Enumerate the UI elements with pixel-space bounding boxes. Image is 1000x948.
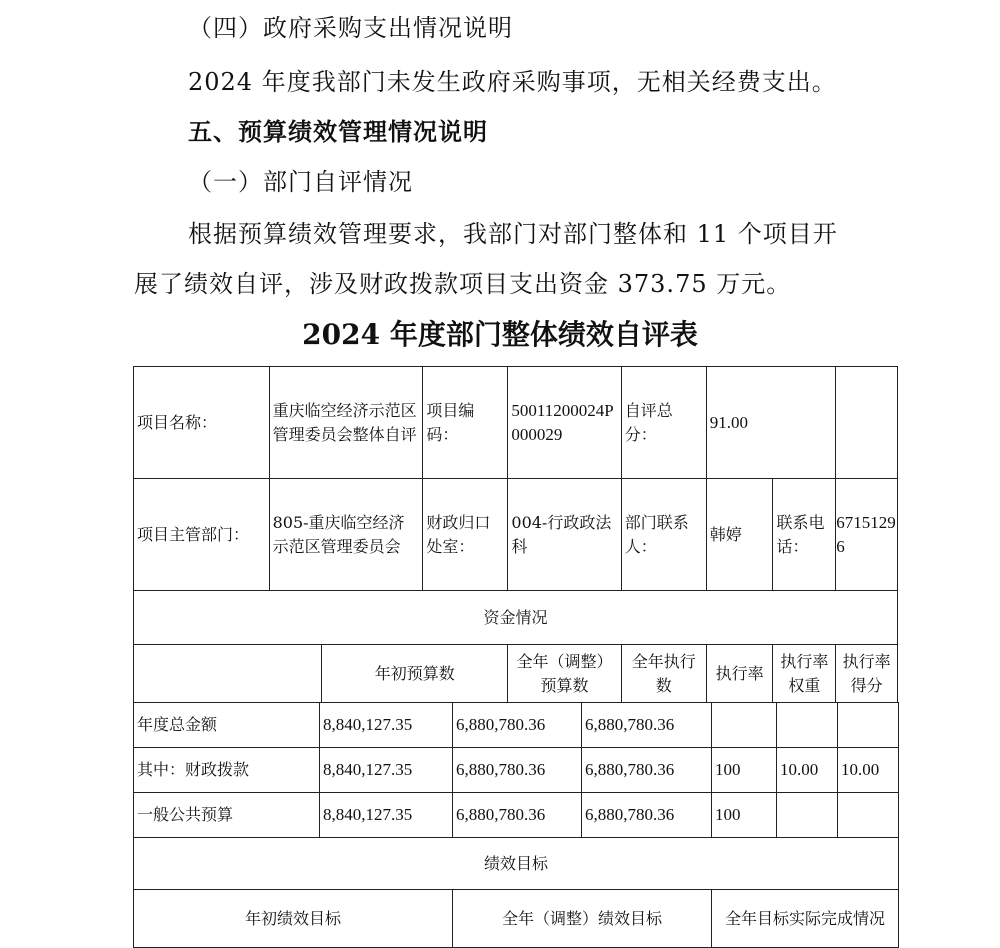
funds-header-rate-score: 执行率得分: [836, 645, 898, 703]
funds-row-weight: [777, 793, 838, 838]
managing-department: 805-重庆临空经济示范区管理委员会: [269, 479, 423, 591]
label-project-name: 项目名称：: [134, 367, 270, 479]
funds-row-label: 其中：财政拨款: [134, 748, 320, 793]
funds-row-initial: 8,840,127.35: [320, 748, 453, 793]
funds-row-rate: [712, 703, 777, 748]
funds-row-rate: 100: [712, 748, 777, 793]
targets-header-actual: 全年目标实际完成情况: [712, 890, 899, 948]
empty-cell: [836, 367, 898, 479]
label-project-code: 项目编码：: [423, 367, 508, 479]
funds-row-rate: 100: [712, 793, 777, 838]
label-department-contact: 部门联系人：: [621, 479, 706, 591]
department-contact: 韩婷: [706, 479, 773, 591]
heading-self-evaluation: （一）部门自评情况: [188, 168, 413, 196]
table-row: [134, 367, 898, 479]
funds-row-adjusted: 6,880,780.36: [453, 703, 582, 748]
performance-self-evaluation-table: [133, 366, 898, 703]
funds-table: [133, 702, 899, 948]
funds-row-executed: 6,880,780.36: [582, 703, 712, 748]
label-finance-office: 财政归口处室：: [423, 479, 508, 591]
targets-header-adjusted: 全年（调整）绩效目标: [453, 890, 712, 948]
paragraph-self-evaluation-line1: 根据预算绩效管理要求，我部门对部门整体和 11 个项目开: [188, 220, 838, 248]
funds-row-executed: 6,880,780.36: [582, 793, 712, 838]
paragraph-self-evaluation-line2: 展了绩效自评，涉及财政拨款项目支出资金 373.75 万元。: [134, 270, 792, 298]
funds-row-adjusted: 6,880,780.36: [453, 793, 582, 838]
funds-row-label: 年度总金额: [134, 703, 320, 748]
table-row: [134, 838, 899, 890]
heading-budget-performance: 五、预算绩效管理情况说明: [188, 118, 488, 146]
table-row: [134, 890, 899, 948]
funds-row: [134, 748, 899, 793]
funds-row: [134, 793, 899, 838]
label-managing-department: 项目主管部门：: [134, 479, 270, 591]
funds-row-adjusted: 6,880,780.36: [453, 748, 582, 793]
self-evaluation-score: 91.00: [706, 367, 836, 479]
table-row: [134, 645, 898, 703]
label-self-evaluation-score: 自评总分：: [621, 367, 706, 479]
funds-row-initial: 8,840,127.35: [320, 793, 453, 838]
funds-section-header: 资金情况: [134, 591, 898, 645]
funds-header-blank: [134, 645, 322, 703]
funds-row-score: [838, 703, 899, 748]
funds-row-weight: [777, 703, 838, 748]
table-title: 2024 年度部门整体绩效自评表: [302, 318, 698, 351]
funds-row-label: 一般公共预算: [134, 793, 320, 838]
funds-row-executed: 6,880,780.36: [582, 748, 712, 793]
finance-office: 004-行政政法科: [508, 479, 621, 591]
funds-row: [134, 703, 899, 748]
project-code: 50011200024P000029: [508, 367, 621, 479]
funds-row-weight: 10.00: [777, 748, 838, 793]
funds-header-weight: 执行率权重: [773, 645, 836, 703]
targets-header-initial: 年初绩效目标: [134, 890, 453, 948]
label-contact-phone: 联系电话：: [773, 479, 836, 591]
funds-header-rate: 执行率: [706, 645, 773, 703]
contact-phone: 67151296: [836, 479, 898, 591]
table-row: [134, 591, 898, 645]
paragraph-procurement-statement: 2024 年度我部门未发生政府采购事项，无相关经费支出。: [188, 68, 837, 96]
funds-header-executed: 全年执行数: [621, 645, 706, 703]
funds-row-initial: 8,840,127.35: [320, 703, 453, 748]
funds-header-adjusted: 全年（调整）预算数: [508, 645, 621, 703]
funds-row-score: [838, 793, 899, 838]
funds-header-initial: 年初预算数: [322, 645, 508, 703]
funds-row-score: 10.00: [838, 748, 899, 793]
targets-section-header: 绩效目标: [134, 838, 899, 890]
heading-government-procurement: （四）政府采购支出情况说明: [188, 14, 513, 42]
project-name: 重庆临空经济示范区管理委员会整体自评: [269, 367, 423, 479]
table-row: [134, 479, 898, 591]
